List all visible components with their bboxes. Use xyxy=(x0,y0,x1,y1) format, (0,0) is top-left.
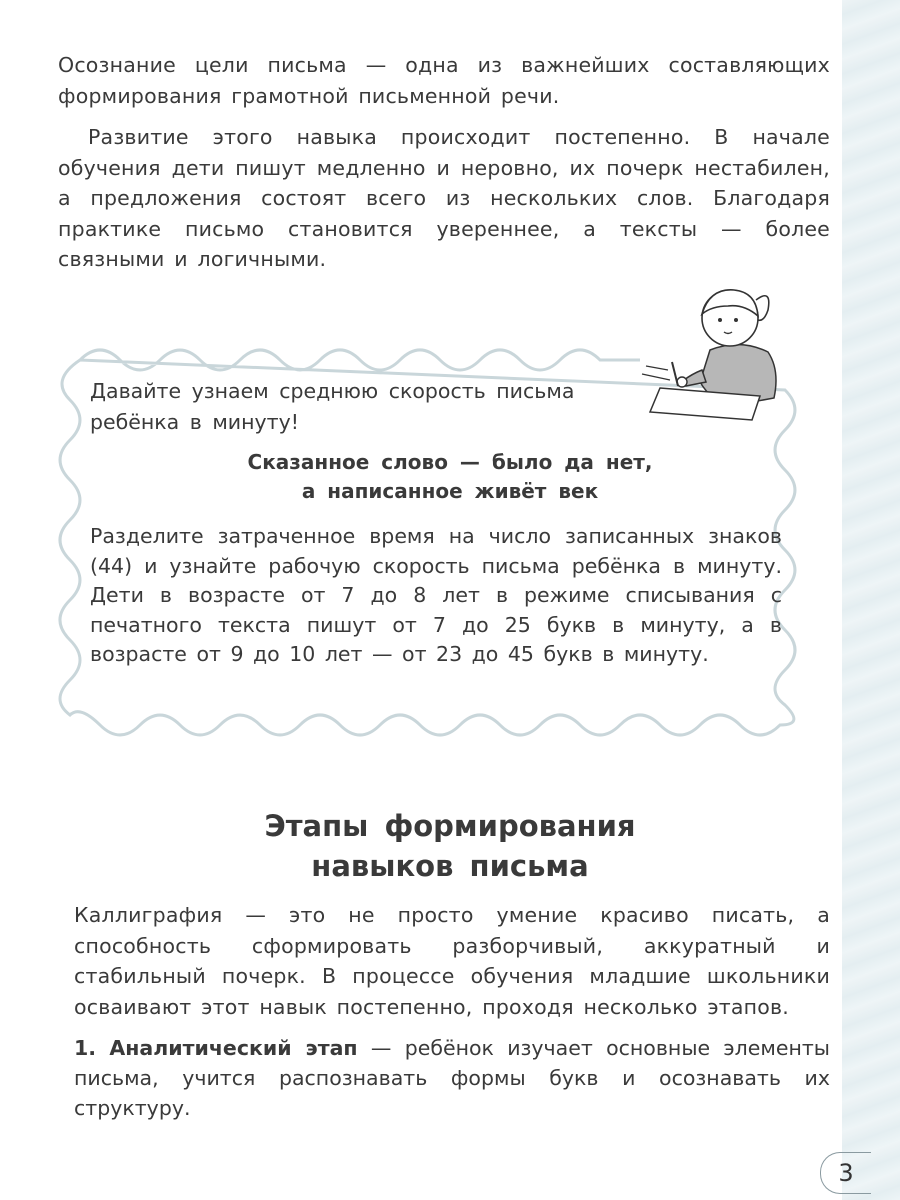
page-number: 3 xyxy=(820,1152,871,1194)
section-paragraph: Каллиграфия — это не просто умение красиво писать, а способность сформировать разборчивый, аккуратный и стабильный почерк. В процессе обучения младшие школьники осваивают этот навык постепенно, проходя несколько этапов. xyxy=(74,903,830,1019)
proverb-line-1: Сказанное слово — было да нет, xyxy=(247,450,653,474)
list-item-number: 1. xyxy=(74,1036,97,1060)
section-title xyxy=(150,806,750,886)
section-title-line-1: Этапы формирования xyxy=(264,809,636,843)
girl-writing-illustration xyxy=(640,270,800,440)
section-title-line-2: навыков письма xyxy=(311,849,589,883)
list-item-text: — ребёнок изучает основные элементы письма, учится распознавать формы букв и осознавать их структуру. xyxy=(74,1036,830,1120)
list-item-term: Аналитический этап xyxy=(109,1036,358,1060)
proverb-line-2: а написанное живёт век xyxy=(301,479,599,503)
callout-body: Разделите затраченное время на число записанных знаков (44) и узнайте рабочую скорость письма ребёнка в минуту. Дети в возрасте от 7 до 8 лет в режиме списывания с печатного текста пишут от 7 до 25 букв в минуту, а в возрасте от 9 до 10 лет — от 23 до 45 букв в минуту. xyxy=(90,524,782,666)
intro-paragraph-2: Развитие этого навыка происходит постепенно. В начале обучения дети пишут медленно и неровно, их почерк нестабилен, а предложения состоят всего из нескольких слов. Благодаря практике письмо становится увереннее, а тексты — более связными и логичными. xyxy=(58,125,830,271)
list-item xyxy=(74,1033,830,1123)
decorative-edge-strip xyxy=(842,0,900,1200)
callout-intro: Давайте узнаем среднюю скорость письма ребёнка в минуту! xyxy=(90,379,575,434)
intro-paragraph-1: Осознание цели письма — одна из важнейших составляющих формирования грамотной письменной речи. xyxy=(58,53,830,108)
proverb xyxy=(160,448,740,506)
